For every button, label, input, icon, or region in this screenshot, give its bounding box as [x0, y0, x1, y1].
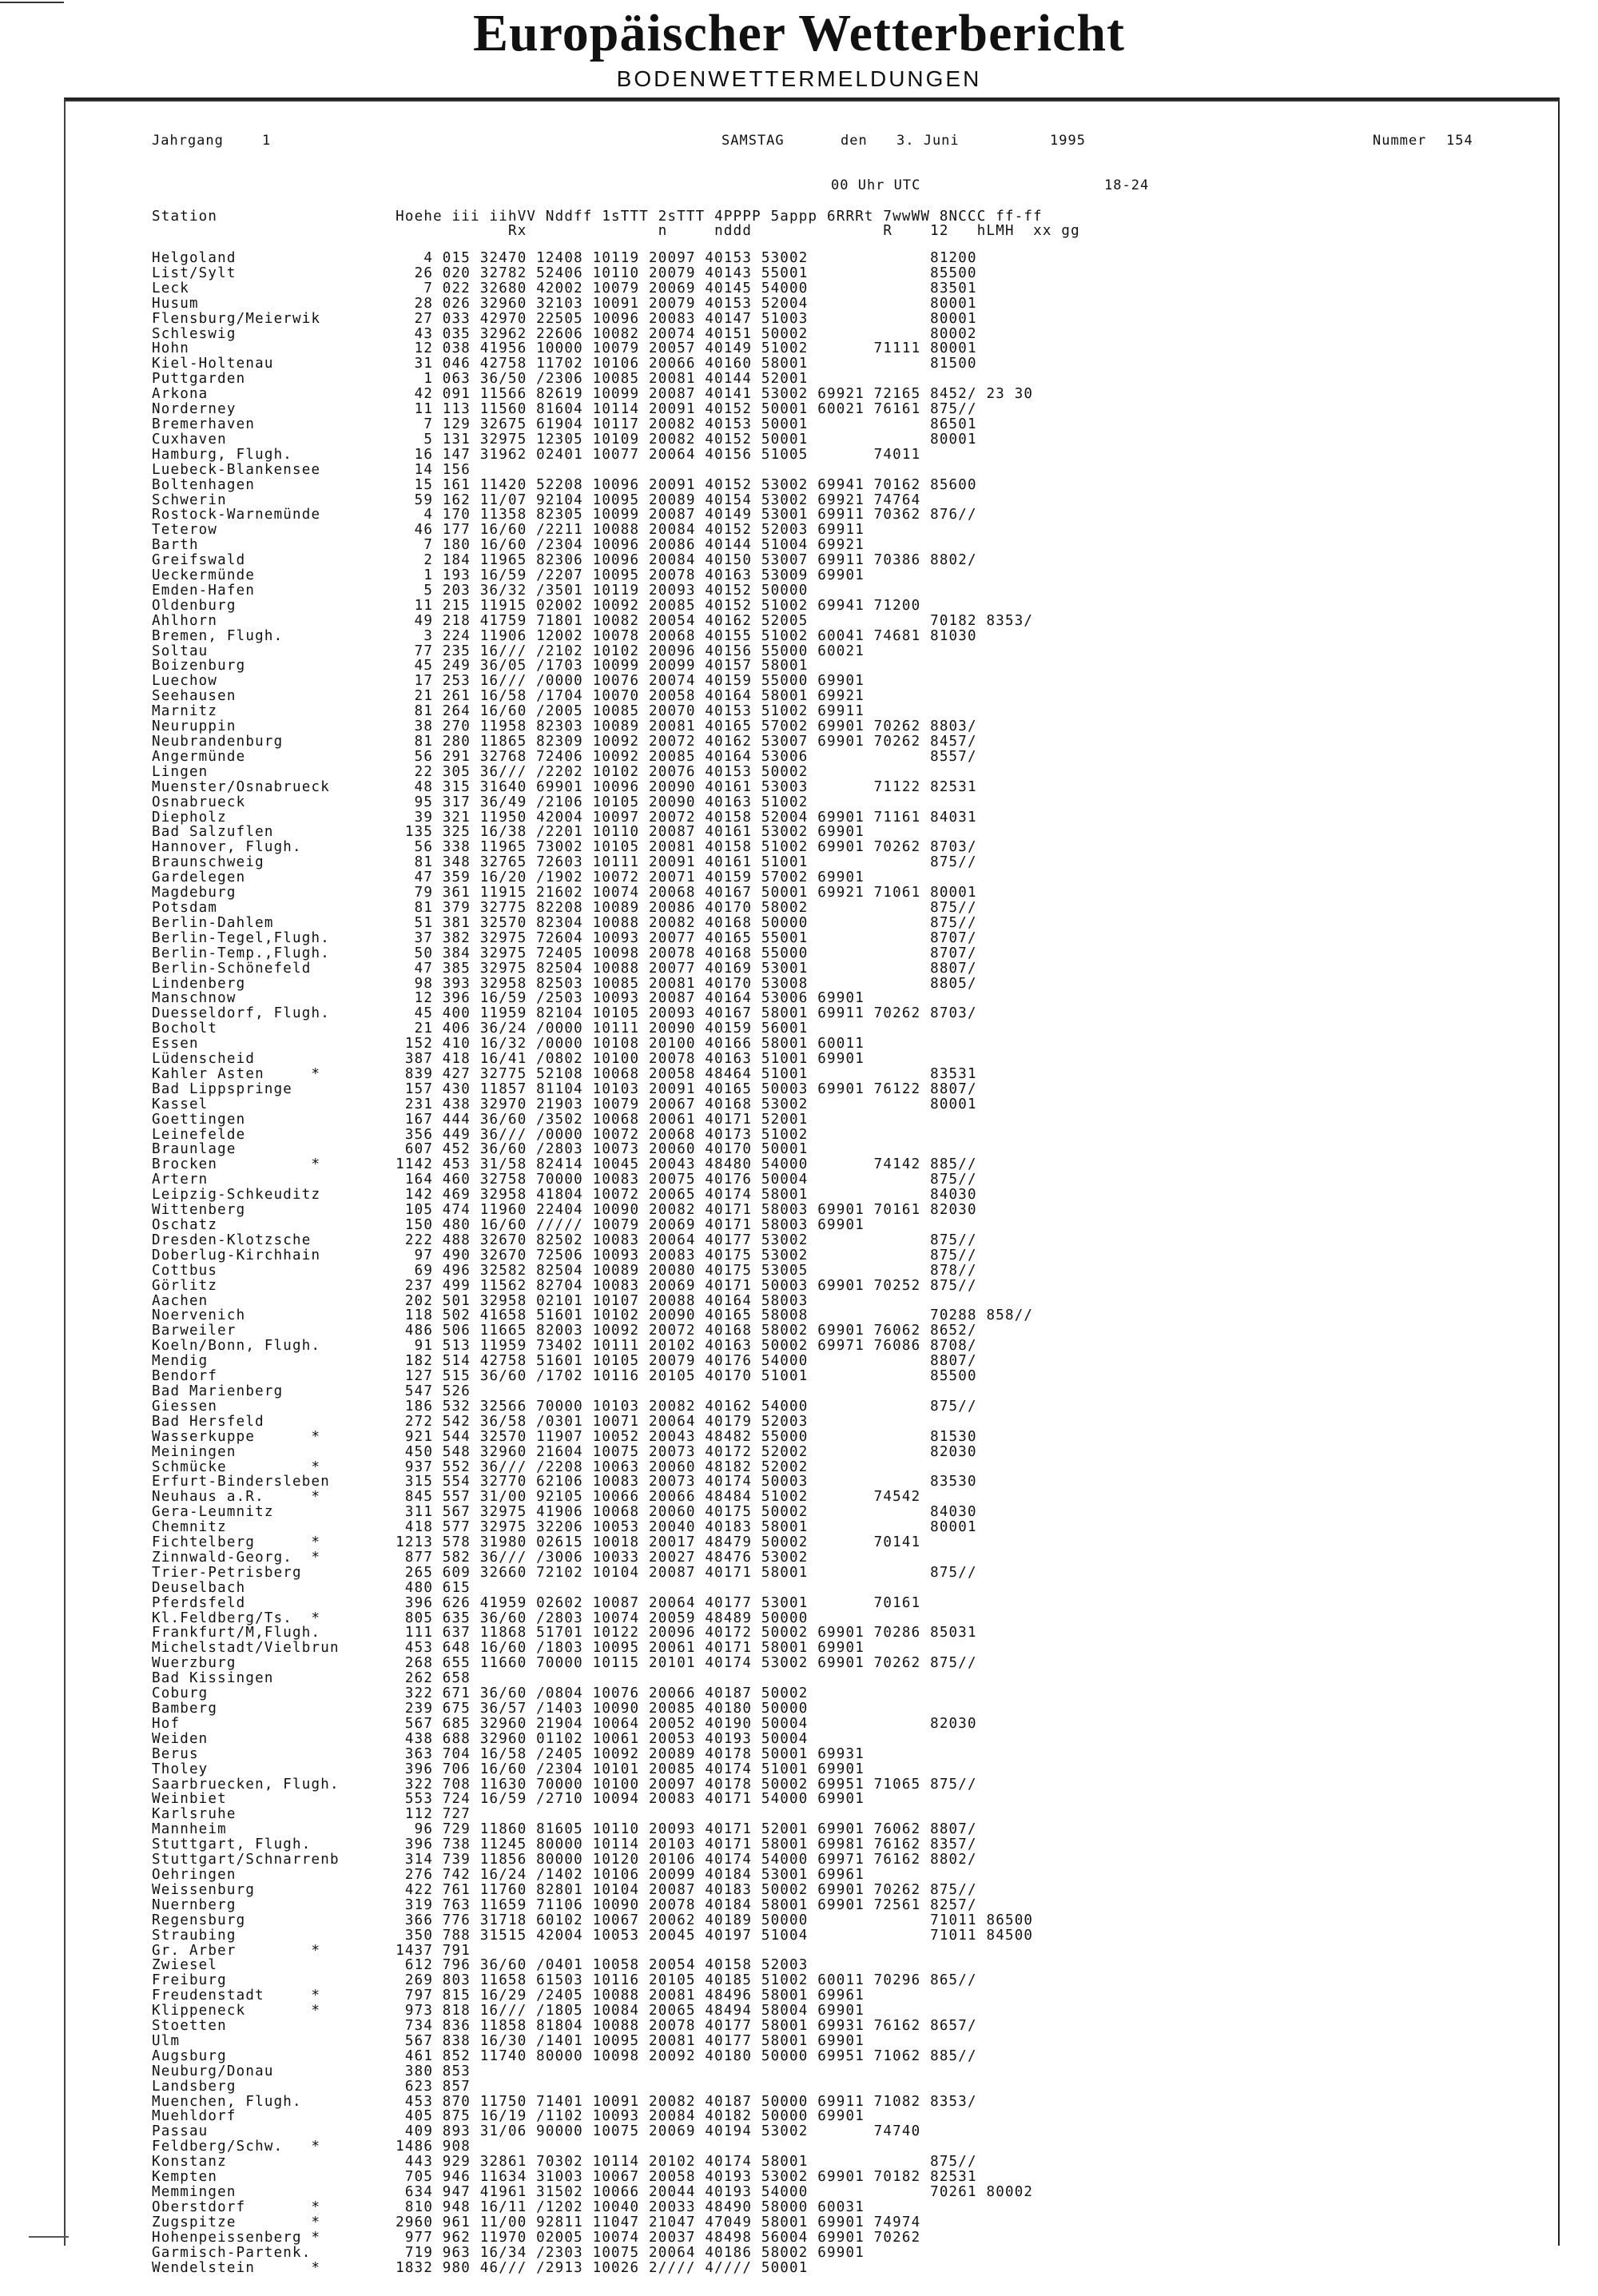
- jahrgang-value: 1: [262, 133, 272, 149]
- range-label: 18-24: [1104, 177, 1150, 193]
- frame-top-rule: [64, 100, 1560, 101]
- nummer-label: Nummer: [1373, 133, 1427, 149]
- column-headers-1: Station Hoehe iii iihVV Nddff 1sTTT 2sTTT 4PPPP 5appp 6RRRt 7wwWW 8NCCC ff-ff: [152, 209, 1043, 225]
- page-subtitle: BODENWETTERMELDUNGEN: [616, 66, 982, 91]
- date-den: den: [841, 133, 868, 149]
- page-title: Europäischer Wetterbericht: [472, 4, 1126, 62]
- date-value: 3. Juni: [896, 133, 960, 149]
- station-table: Helgoland 4 015 32470 12408 10119 20097 40153 53002 81200 List/Sylt 26 020 32782 52406 10110 20079 40143 55001 85500 Leck 7 022 32680 42002 10079 20069 40145 54000 83501 Husum 28 026 32960 32103 10091 20079 40153 52004 80001 Flensburg/Meierwik 27 033 42970 22505 10096 20083 40147 51003 80001 Schleswig 43 035 32962 22606 10082 20074 40151 50002 80002 Hohn 12 038 41956 10000 10079 20057 40149 51002 71111 80001 Kiel-Holtenau 31 046 42758 11702 10106 20066 40160 58001 81500 Puttgarden 1 063 36/50 /2306 10085 20081 40144 52001 Arkona 42 091 11566 82619 10099 20087 40141 53002 69921 72165 8452/ 23 30 Norderney 11 113 11560 81604 10114 20091 40152 50001 60021 76161 875// Bremerhaven 7 129 32675 61904 10117 20082 40153 50001 86501 Cuxhaven 5 131 32975 12305 10109 20082 40152 50001 80001 Hamburg, Flugh. 16 147 31962 02401 10077 20064 40156 51005 74011 Luebeck-Blankensee 14 156 Boltenhagen 15 161 11420 52208 10096 20091 40152 53002 69941 70162 85600 Schwerin 59 162 11/07 92104 10095 20089 40154 53002 69921 74764 Rostock-Warnemünde 4 170 11358 82305 10099 20087 40149 53001 69911 70362 876// Teterow 46 177 16/60 /2211 10088 20084 40152 52003 69911 Barth 7 180 16/60 /2304 10096 20086 40144 51004 69921 Greifswald 2 184 11965 82306 10096 20084 40150 53007 69911 70386 8802/ Ueckermünde 1 193 16/59 /2207 10095 20078 40163 53009 69901 Emden-Hafen 5 203 36/32 /3501 10119 20093 40152 50000 Oldenburg 11 215 11915 02002 10092 20085 40152 51002 69941 71200 Ahlhorn 49 218 41759 71801 10082 20054 40162 52005 70182 8353/ Bremen, Flugh. 3 224 11906 12002 10078 20068 40155 51002 60041 74681 81030 Soltau 77 235 16/// /2102 10102 20096 40156 55000 60021 Boizenburg 45 249 36/05 /1703 10099 20099 40157 58001 Luechow 17 253 16/// /0000 10076 20074 40159 55000 69901 Seehausen 21 261 16/58 /1704 10070 20058 40164 58001 69921 Marnitz 81 264 16/60 /2005 10085 20070 40153 51002 69911 Neuruppin 38 270 11958 82303 10089 20081 40165 57002 69901 70262 8803/ Neubrandenburg 81 280 11865 82309 10092 20072 40162 53007 69901 70262 8457/ Angermünde 56 291 32768 72406 10092 20085 40164 53006 8557/ Lingen 22 305 36/// /2202 10102 20076 40153 50002 Muenster/Osnabrueck 48 315 31640 69901 10096 20090 40161 53003 71122 82531 Osnabrueck 95 317 36/49 /2106 10105 20090 40163 51002 Diepholz 39 321 11950 42004 10097 20072 40158 52004 69901 71161 84031 Bad Salzuflen 135 325 16/38 /2201 10110 20087 40161 53002 69901 Hannover, Flugh. 56 338 11965 73002 10105 20081 40158 51002 69901 70262 8703/ Braunschweig 81 348 32765 72603 10111 20091 40161 51001 875// Gardelegen 47 359 16/20 /1902 10072 20071 40159 57002 69901 Magdeburg 79 361 11915 21602 10074 20068 40167 50001 69921 71061 80001 Potsdam 81 379 32775 82208 10089 20086 40170 58002 875// Berlin-Dahlem 51 381 32570 82304 10088 20082 40168 50000 875// Berlin-Tegel,Flugh. 37 382 32975 72604 10093 20077 40165 55001 8707/ Berlin-Temp.,Flugh. 50 384 32975 72405 10098 20078 40168 55000 8707/ Berlin-Schönefeld 47 385 32975 82504 10088 20077 40169 53001 8807/ Lindenberg 98 393 32958 82503 10085 20081 40170 53008 8805/ Manschnow 12 396 16/59 /2503 10093 20087 40164 53006 69901 Duesseldorf, Flugh. 45 400 11959 82104 10105 20093 40167 58001 69911 70262 8703/ Bocholt 21 406 36/24 /0000 10111 20090 40159 56001 Essen 152 410 16/32 /0000 10108 20100 40166 58001 60011 Lüdenscheid 387 418 16/41 /0802 10100 20078 40163 51001 69901 Kahler Asten * 839 427 32775 52108 10068 20058 48464 51001 83531 Bad Lippspringe 157 430 11857 81104 10103 20091 40165 50003 69901 76122 8807/ Kassel 231 438 32970 21903 10079 20067 40168 53002 80001 Goettingen 167 444 36/60 /3502 10068 20061 40171 52001 Leinefelde 356 449 36/// /0000 10072 20068 40173 51002 Braunlage 607 452 36/60 /2803 10073 20060 40170 50001 Brocken * 1142 453 31/58 82414 10045 20043 48480 54000 74142 885// Artern 164 460 32758 70000 10083 20075 40176 50004 875// Leipzig-Schkeuditz 142 469 32958 41804 10072 20065 40174 58001 84030 Wittenberg 105 474 11960 22404 10090 20082 40171 58003 69901 70161 82030 Oschatz 150 480 16/60 ///// 10079 20069 40171 58003 69901 Dresden-Klotzsche 222 488 32670 82502 10083 20064 40177 53002 875// Doberlug-Kirchhain 97 490 32670 72506 10093 20083 40175 53002 875// Cottbus 69 496 32582 82504 10089 20080 40175 53005 878// Görlitz 237 499 11562 82704 10083 20069 40171 50003 69901 70252 875// Aachen 202 501 32958 02101 10107 20088 40164 58003 Noervenich 118 502 41658 51601 10102 20090 40165 58008 70288 858// Barweiler 486 506 11665 82003 10092 20072 40168 58002 69901 76062 8652/ Koeln/Bonn, Flugh. 91 513 11959 73402 10111 20102 40163 50002 69971 76086 8708/ Mendig 182 514 42758 51601 10105 20079 40176 54000 8807/ Bendorf 127 515 36/60 /1702 10116 20105 40170 51001 85500 Bad Marienberg 547 526 Giessen 186 532 32566 70000 10103 20082 40162 54000 875// Bad Hersfeld 272 542 36/58 /0301 10071 20064 40179 52003 Wasserkuppe * 921 544 32570 11907 10052 20043 48482 55000 81530 Meiningen 450 548 32960 21604 10075 20073 40172 52002 82030 Schmücke * 937 552 36/// /2208 10063 20060 48182 52002 Erfurt-Bindersleben 315 554 32770 62106 10083 20073 40174 50003 83530 Neuhaus a.R. * 845 557 31/00 92105 10066 20066 48484 51002 74542 Gera-Leumnitz 311 567 32975 41906 10068 20060 40175 50002 84030 Chemnitz 418 577 32975 32206 10053 20040 40183 58001 80001 Fichtelberg * 1213 578 31980 02615 10018 20017 48479 50002 70141 Zinnwald-Georg. * 877 582 36/// /3006 10033 20027 48476 53002 Trier-Petrisberg 265 609 32660 72102 10104 20087 40171 58001 875// Deuselbach 480 615 Pferdsfeld 396 626 41959 02602 10087 20064 40177 53001 70161 Kl.Feldberg/Ts. * 805 635 36/60 /2803 10074 20059 48489 50000 Frankfurt/M,Flugh. 111 637 11868 51701 10122 20096 40172 50002 69901 70286 85031 Michelstadt/Vielbrun 453 648 16/60 /1803 10095 20061 40171 58001 69901 Wuerzburg 268 655 11660 70000 10115 20101 40174 53002 69901 70262 875// Bad Kissingen 262 658 Coburg 322 671 36/60 /0804 10076 20066 40187 50002 Bamberg 239 675 36/57 /1403 10090 20085 40180 50000 Hof 567 685 32960 21904 10064 20052 40190 50004 82030 Weiden 438 688 32960 01102 10061 20053 40193 50004 Berus 363 704 16/58 /2405 10092 20089 40178 50001 69931 Tholey 396 706 16/60 /2304 10101 20085 40174 51001 69901 Saarbruecken, Flugh. 322 708 11630 70000 10100 20097 40178 50002 69951 71065 875// Weinbiet 553 724 16/59 /2710 10094 20083 40171 54000 69901 Karlsruhe 112 727 Mannheim 96 729 11860 81605 10110 20093 40171 52001 69901 76062 8807/ Stuttgart, Flugh. 396 738 11245 80000 10114 20103 40171 58001 69981 76162 8357/ Stuttgart/Schnarrenb 314 739 11856 80000 10120 20106 40174 54000 69971 76162 8802/ Oehringen 276 742 16/24 /1402 10106 20099 40184 53001 69961 Weissenburg 422 761 11760 82801 10104 20087 40183 50002 69901 70262 875// Nuernberg 319 763 11659 71106 10090 20078 40184 58001 69901 72561 8257/ Regensburg 366 776 31718 60102 10067 20062 40189 50000 71011 86500 Straubing 350 788 31515 42004 10053 20045 40197 51004 71011 84500 Gr. Arber * 1437 791 Zwiesel 612 796 36/60 /0401 10058 20054 40158 52003 Freiburg 269 803 11658 61503 10116 20105 40185 51002 60011 70296 865// Freudenstadt * 797 815 16/29 /2405 10088 20081 48496 58001 69961 Klippeneck * 973 818 16/// /1805 10084 20065 48494 58004 69901 Stoetten 734 836 11858 81804 10088 20078 40177 58001 69931 76162 8657/ Ulm 567 838 16/30 /1401 10095 20081 40177 58001 69901 Augsburg 461 852 11740 80000 10098 20092 40180 50000 69951 71062 885// Neuburg/Donau 380 853 Landsberg 623 857 Muenchen, Flugh. 453 870 11750 71401 10091 20082 40187 50000 69911 71082 8353/ Muehldorf 405 875 16/19 /1102 10093 20084 40182 50000 69901 Passau 409 893 31/06 90000 10075 20069 40194 53002 74740 Feldberg/Schw. * 1486 908 Konstanz 443 929 32861 70302 10114 20102 40174 58001 875// Kempten 705 946 11634 31003 10067 20058 40193 53002 69901 70182 82531 Memmingen 634 947 41961 31502 10066 20044 40193 54000 70261 80002 Oberstdorf * 810 948 16/11 /1202 10040 20033 48490 58000 60031 Zugspitze * 2960 961 11/00 92811 11047 21047 47049 58001 69901 74974 Hohenpeissenberg * 977 962 11970 02005 10074 20037 48498 56004 69901 70262 Garmisch-Partenk. 719 963 16/34 /2303 10075 20064 40186 58002 69901 Wendelstein * 1832 980 46/// /2913 10026 2//// 4//// 50001: [152, 250, 1034, 2276]
- nummer-value: 154: [1446, 133, 1473, 149]
- column-headers-2: Rx n nddd R 12 hLMH xx gg: [152, 223, 1080, 239]
- weekday: SAMSTAG: [721, 133, 785, 149]
- jahrgang-label: Jahrgang: [152, 133, 224, 149]
- time-label: 00 Uhr UTC: [831, 177, 921, 193]
- bottom-rule: [29, 2236, 69, 2238]
- year: 1995: [1050, 133, 1086, 149]
